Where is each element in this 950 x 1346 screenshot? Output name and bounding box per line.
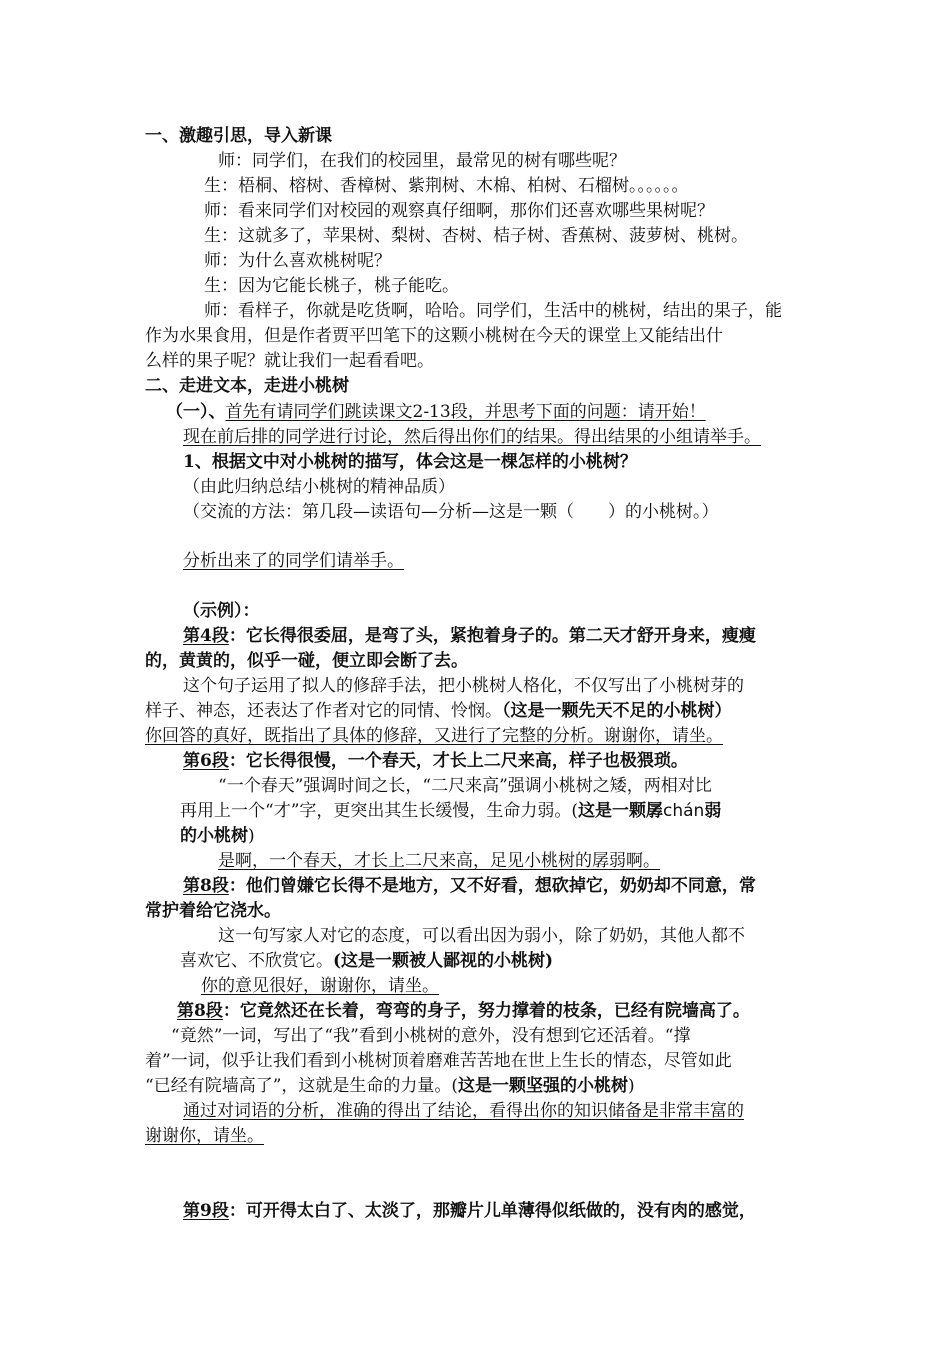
para4-analysis: 这个句子运用了拟人的修辞手法，把小桃树人格化，不仅写出了小桃树芽的 [183,676,744,696]
para-label: 第8段 [183,876,229,896]
para8b-quote [177,999,750,1023]
section-heading-1: 一、激趣引思，导入新课 [145,126,332,146]
analysis-text: 样子、神态，还表达了作者对它的同情、怜悯。 [145,701,502,721]
para6-conclusion-cont [180,824,255,848]
part-text: 首先有请同学们跳读课文2-13段，并思考下面的问题：请开始！ [225,402,706,422]
pinyin: chán [663,801,705,821]
quote-text: ：可开得太白了、太淡了，那瓣片儿单薄得似纸做的，没有肉的感觉， [228,1201,756,1221]
part-instruction [166,400,706,424]
conclusion: 这是一颗坚强的小桃树 [458,1076,629,1096]
para8b-analysis: “竟然”一词，写出了“我”看到小桃树的意外，没有想到它还活着。“撑 [171,1026,691,1046]
analysis-text: “已经有院墙高了”，这就是生命的力量。( [145,1076,459,1096]
quote-text: ：它长得很慢，一个春天，才长上二尺来高，样子也极猥琐。 [228,751,688,771]
para-label: 第9段 [183,1201,229,1221]
dialogue-line: 师：为什么喜欢桃树呢？ [204,251,391,271]
paren: ) [248,826,255,846]
para-label: 第4段 [183,626,229,646]
raise-hands-prompt: 分析出来了的同学们请举手。 [183,551,404,571]
dialogue-line: 生：因为它能长桃子，桃子能吃。 [204,276,459,296]
para8b-praise-cont: 谢谢你，请坐。 [145,1126,264,1146]
section-heading-2: 二、走进文本，走进小桃树 [145,376,349,396]
para8b-analysis-end [145,1074,635,1098]
dialogue-line: 师：看样子，你就是吃货啊，哈哈。同学们，生活中的桃树，结出的果子，能 [204,301,782,321]
para8a-praise: 你的意见很好，谢谢你，请坐。 [201,976,439,996]
para-label: 第6段 [183,751,229,771]
para8a-quote-cont: 常护着给它浇水。 [145,901,281,921]
paren: ) [628,1076,635,1096]
para4-analysis-cont [145,699,732,723]
conclusion-cont: 弱 [704,801,722,821]
conclusion: (这是一颗被人鄙视的小桃树) [333,951,554,971]
para8b-analysis-cont: 着”一词，似乎让我们看到小桃树顶着磨难苦苦地在世上生长的情态，尽管如此 [145,1051,732,1071]
para6-analysis: “一个春天”强调时间之长，“二尺来高”强调小桃树之矮，两相对比 [218,776,712,796]
para8a-analysis: 这一句写家人对它的态度，可以看出因为弱小，除了奶奶，其他人都不 [218,926,745,946]
quote-text: ：他们曾嫌它长得不是地方，又不好看，想砍掉它，奶奶却不同意，常 [228,876,756,896]
example-label: （示例）： [183,601,260,621]
dialogue-line: 么样的果子呢？就让我们一起看看吧。 [145,351,434,371]
para4-praise: 你回答的真好，既指出了具体的修辞，又进行了完整的分析。谢谢你，请坐。 [145,726,723,746]
quote-text: ：它长得很委屈，是弯了头，紧抱着身子的。第二天才舒开身来，瘦瘦 [228,626,756,646]
para-label: 第8段 [177,1001,223,1021]
conclusion: 的小桃树 [180,826,248,846]
para6-quote [183,749,688,773]
para4-quote-cont: 的，黄黄的，似乎一碰，便立即会断了去。 [145,651,468,671]
dialogue-line: 作为水果食用，但是作者贾平凹笔下的这颗小桃树在今天的课堂上又能结出什 [145,326,723,346]
para8a-analysis-cont [180,949,553,973]
dialogue-line: 师：同学们，在我们的校园里，最常见的树有哪些呢？ [218,151,626,171]
para6-analysis-cont [180,799,721,823]
discussion-instruction: 现在前后排的同学进行讨论，然后得出你们的结果。得出结果的小组请举手。 [183,427,761,447]
para4-quote [183,624,756,648]
para8b-praise: 通过对词语的分析，准确的得出了结论，看得出你的知识储备是非常丰富的 [183,1101,744,1121]
analysis-text: 再用上一个“才”字，更突出其生长缓慢，生命力弱。( [180,801,579,821]
conclusion: 这是一颗孱 [578,801,664,821]
part-label: （一）、 [166,402,226,422]
dialogue-line: 生：梧桐、榕树、香樟树、紫荆树、木棉、柏树、石榴树。。。。。。 [204,176,689,196]
dialogue-line: 师：看来同学们对校园的观察真仔细啊，那你们还喜欢哪些果树呢？ [204,201,714,221]
quote-text: ：它竟然还在长着，弯弯的身子，努力撑着的枝条，已经有院墙高了。 [222,1001,750,1021]
para9-quote [183,1199,756,1223]
note-line: （由此归纳总结小桃树的精神品质） [183,477,455,497]
conclusion: （这是一颗先天不足的小桃树） [502,701,732,721]
para6-praise: 是啊，一个春天，才长上二尺来高，足见小桃树的孱弱啊。 [218,851,660,871]
para8a-quote [183,874,756,898]
dialogue-line: 生：这就多了，苹果树、梨树、杏树、桔子树、香蕉树、菠萝树、桃树。 [204,226,748,246]
question-1: 1、根据文中对小桃树的描写，体会这是一棵怎样的小桃树？ [183,452,637,472]
analysis-text: 喜欢它、不欣赏它。 [180,951,333,971]
note-line: （交流的方法：第几段—读语句—分析—这是一颗（ ）的小桃树。） [183,502,719,522]
